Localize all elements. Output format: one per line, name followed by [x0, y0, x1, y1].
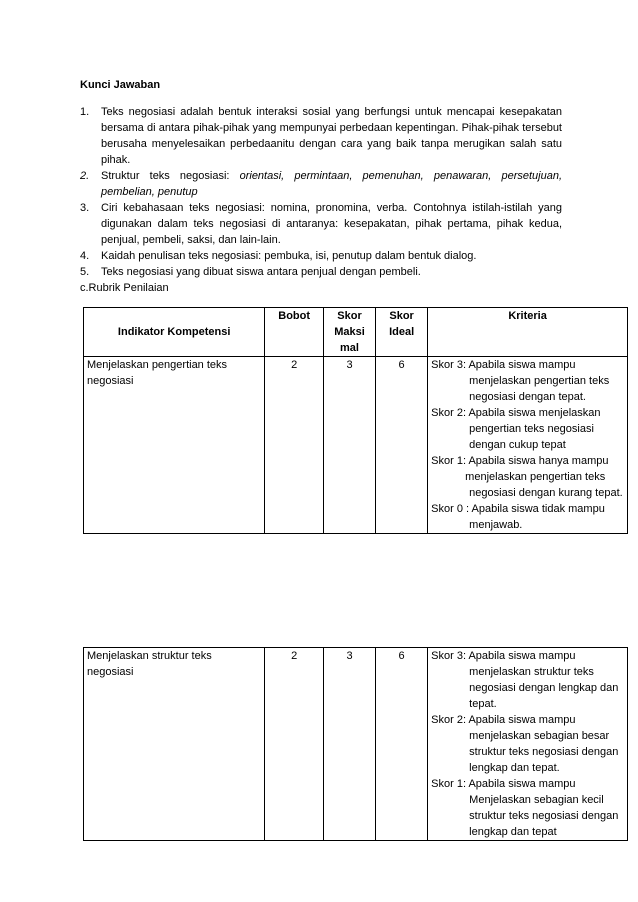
- indikator-line: negosiasi: [87, 375, 134, 387]
- header-skor-ideal-line: Skor: [389, 310, 414, 322]
- criteria-line: negosiasi dengan lengkap dan: [469, 682, 619, 694]
- answer-item: [80, 104, 562, 168]
- criteria-lead: Skor 3: Apabila siswa mampu: [431, 359, 576, 371]
- cell-indikator: [84, 357, 265, 534]
- criteria-lead: Skor 2: Apabila siswa mampu: [431, 714, 576, 726]
- answer-key-heading: Kunci Jawaban: [80, 79, 161, 91]
- answer-item: [80, 168, 562, 200]
- answer-item: [80, 248, 562, 264]
- answer-italic: orientasi, permintaan, pemenuhan, penawaran, persetujuan, pembelian, penutup: [101, 170, 562, 198]
- answer-number: 4.: [80, 250, 90, 262]
- answer-item: [80, 200, 562, 248]
- criteria-lead: Skor 3: Apabila siswa mampu: [431, 650, 576, 662]
- criteria-line: menjelaskan pengertian teks: [469, 375, 610, 387]
- answer-text: Teks negosiasi yang dibuat siswa antara penjual dengan pembeli.: [101, 266, 421, 278]
- header-skor-maksimal-line: mal: [340, 342, 359, 354]
- cell-skor-ideal: 6: [376, 648, 428, 841]
- table-header-row: [84, 308, 628, 357]
- header-kriteria: Kriteria: [428, 308, 628, 357]
- cell-skor-maksimal: 3: [323, 357, 375, 534]
- criteria-line: Menjelaskan sebagian kecil: [469, 794, 604, 806]
- cell-kriteria: [428, 648, 628, 841]
- answer-text: Kaidah penulisan teks negosiasi: pembuka, isi, penutup dalam bentuk dialog.: [101, 250, 477, 262]
- criteria-lead: Skor 2: Apabila siswa menjelaskan: [431, 407, 601, 419]
- criteria-line: lengkap dan tepat.: [469, 762, 560, 774]
- cell-skor-maksimal: 3: [323, 648, 375, 841]
- answer-text: Ciri kebahasaan teks negosiasi: nomina, pronomina, verba. Contohnya istilah-istilah yang digunakan dalam teks negosiasi di antaranya: kesepakatan, pihak pertama, pihak kedua, penjual, pembeli, saksi, dan lain-lain.: [101, 202, 562, 246]
- header-skor-ideal: [376, 308, 428, 357]
- cell-bobot: 2: [265, 357, 324, 534]
- cell-kriteria: [428, 357, 628, 534]
- criteria-line: menjelaskan pengertian teks: [465, 471, 606, 483]
- answer-text: [101, 168, 562, 200]
- criteria-line: negosiasi dengan kurang tepat.: [469, 487, 623, 499]
- rubric-table: [83, 307, 628, 534]
- criteria-line: menjawab.: [469, 519, 523, 531]
- answer-list: [80, 104, 562, 280]
- header-indikator: Indikator Kompetensi: [84, 308, 265, 357]
- table-row: [84, 357, 628, 534]
- answer-number: 3.: [80, 202, 90, 214]
- header-skor-ideal-line: Ideal: [389, 326, 415, 338]
- answer-text: Teks negosiasi adalah bentuk interaksi sosial yang berfungsi untuk mencapai kesepakatan bersama di antara pihak-pihak yang mempunyai perbedaan kepentingan. Pihak-pihak tersebut berusaha menyelesaikan perbedaanitu dengan cara yang baik tanpa merugikan salah satu pihak.: [101, 106, 562, 166]
- answer-number: 2.: [80, 170, 90, 182]
- criteria-line: menjelaskan struktur teks: [469, 666, 594, 678]
- cell-indikator: [84, 648, 265, 841]
- cell-bobot: 2: [265, 648, 324, 841]
- criteria-line: pengertian teks negosiasi: [469, 423, 594, 435]
- indikator-line: negosiasi: [87, 666, 134, 678]
- answer-number: 1.: [80, 106, 90, 118]
- header-bobot: Bobot: [265, 308, 324, 357]
- answer-lead: Struktur teks negosiasi:: [101, 170, 240, 182]
- criteria-line: tepat.: [469, 698, 497, 710]
- header-skor-maksimal-line: Skor: [337, 310, 362, 322]
- table-row: [84, 648, 628, 841]
- rubric-table-continued: [83, 647, 628, 841]
- criteria-line: struktur teks negosiasi dengan: [469, 746, 619, 758]
- criteria-lead: Skor 1: Apabila siswa mampu: [431, 778, 576, 790]
- cell-skor-ideal: 6: [376, 357, 428, 534]
- answer-number: 5.: [80, 266, 90, 278]
- criteria-lead: Skor 1: Apabila siswa hanya mampu: [431, 455, 609, 467]
- criteria-line: dengan cukup tepat: [469, 439, 566, 451]
- indikator-line: Menjelaskan pengertian teks: [87, 359, 228, 371]
- rubric-title: c.Rubrik Penilaian: [80, 282, 169, 294]
- indikator-line: Menjelaskan struktur teks: [87, 650, 212, 662]
- header-skor-maksimal: [323, 308, 375, 357]
- criteria-line: menjelaskan sebagian besar: [469, 730, 610, 742]
- answer-item: [80, 264, 562, 280]
- criteria-lead: Skor 0 : Apabila siswa tidak mampu: [431, 503, 605, 515]
- header-skor-maksimal-line: Maksi: [334, 326, 365, 338]
- criteria-line: lengkap dan tepat: [469, 826, 557, 838]
- criteria-line: negosiasi dengan tepat.: [469, 391, 586, 403]
- criteria-line: struktur teks negosiasi dengan: [469, 810, 619, 822]
